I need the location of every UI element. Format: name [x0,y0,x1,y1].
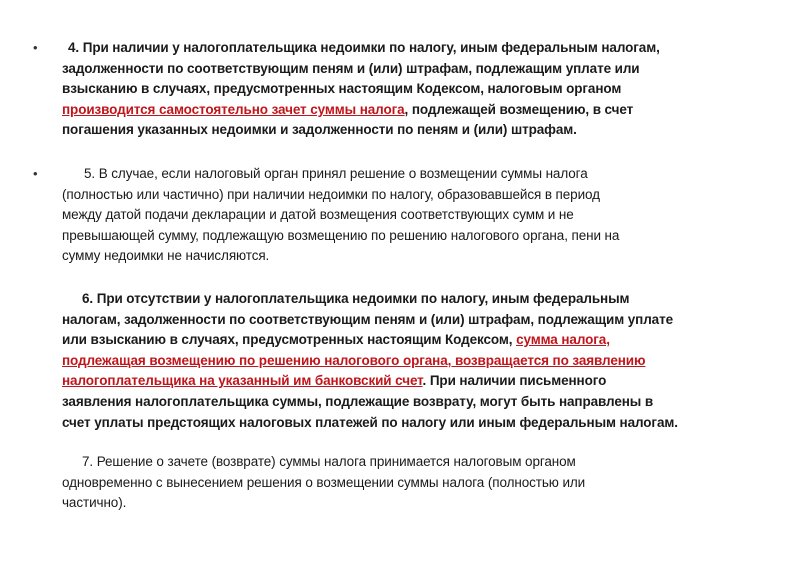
paragraph-6-line-3 [62,330,762,351]
paragraph-6-line-1: 6. При отсутствии у налогоплательщика недоимки по налогу, иным федеральным [82,291,630,306]
highlighted-refund-text-1: сумма налога, [516,332,610,348]
paragraph-7-line-1: 7. Решение о зачете (возврате) суммы налога принимается налоговым органом [82,454,576,469]
paragraph-7 [62,452,762,514]
paragraph-4-line-5: погашения указанных недоимки и задолженности по пеням и (или) штрафам. [62,122,577,138]
highlighted-refund-text-2: подлежащая возмещению по решению налогового органа, возвращается по заявлению [62,352,646,368]
paragraph-5-line-2: (полностью или частично) при наличии недоимки по налогу, образовавшейся в период [62,186,600,202]
paragraph-5-line-4: превышающей сумму, подлежащую возмещению по решению налогового органа, пени на [62,227,620,243]
paragraph-4-line-1: 4. При наличии у налогоплательщика недоимки по налогу, иным федеральным налогам, [68,40,660,55]
paragraph-4-line-2: задолженности по соответствующим пеням и (или) штрафам, подлежащим уплате или [62,60,640,76]
paragraph-5-line-1: 5. В случае, если налоговый орган принял решение о возмещении суммы налога [84,166,588,181]
bullet-point: • [33,166,38,181]
highlighted-refund-text-3: налогоплательщика на указанный им банковский счет [62,373,423,389]
paragraph-6-line-4 [62,351,762,372]
paragraph-6-line-5 [62,371,762,392]
paragraph-6-line-3-pre: или взысканию в случаях, предусмотренных настоящим Кодексом, [62,332,517,348]
paragraph-5-line-5: сумму недоимки не начисляются. [62,248,270,264]
paragraph-6-line-7: счет уплаты предстоящих налоговых платежей по налогу или иным федеральным налогам. [62,414,678,430]
paragraph-6-line-6: заявления налогоплательщика суммы, подлежащие возврату, могут быть направлены в [62,393,654,409]
paragraph-4-line-3: взысканию в случаях, предусмотренных настоящим Кодексом, налоговым органом [62,81,622,97]
highlighted-offset-text: производится самостоятельно зачет суммы налога [62,101,405,117]
paragraph-7-line-3: частично). [62,495,127,511]
paragraph-6 [62,289,762,433]
paragraph-4 [62,38,762,141]
bullet-point: • [33,40,38,55]
paragraph-4-line-4 [62,100,762,121]
paragraph-7-line-2: одновременно с вынесением решения о возмещении суммы налога (полностью или [62,474,586,490]
paragraph-6-line-5-rest: . При наличии письменного [422,373,607,389]
paragraph-6-line-2: налогам, задолженности по соответствующим пеням и (или) штрафам, подлежащим уплате [62,311,674,327]
paragraph-4-line-4-rest: , подлежащей возмещению, в счет [404,101,634,117]
paragraph-5 [62,164,762,267]
paragraph-5-line-3: между датой подачи декларации и датой возмещения соответствующих сумм и не [62,207,574,223]
